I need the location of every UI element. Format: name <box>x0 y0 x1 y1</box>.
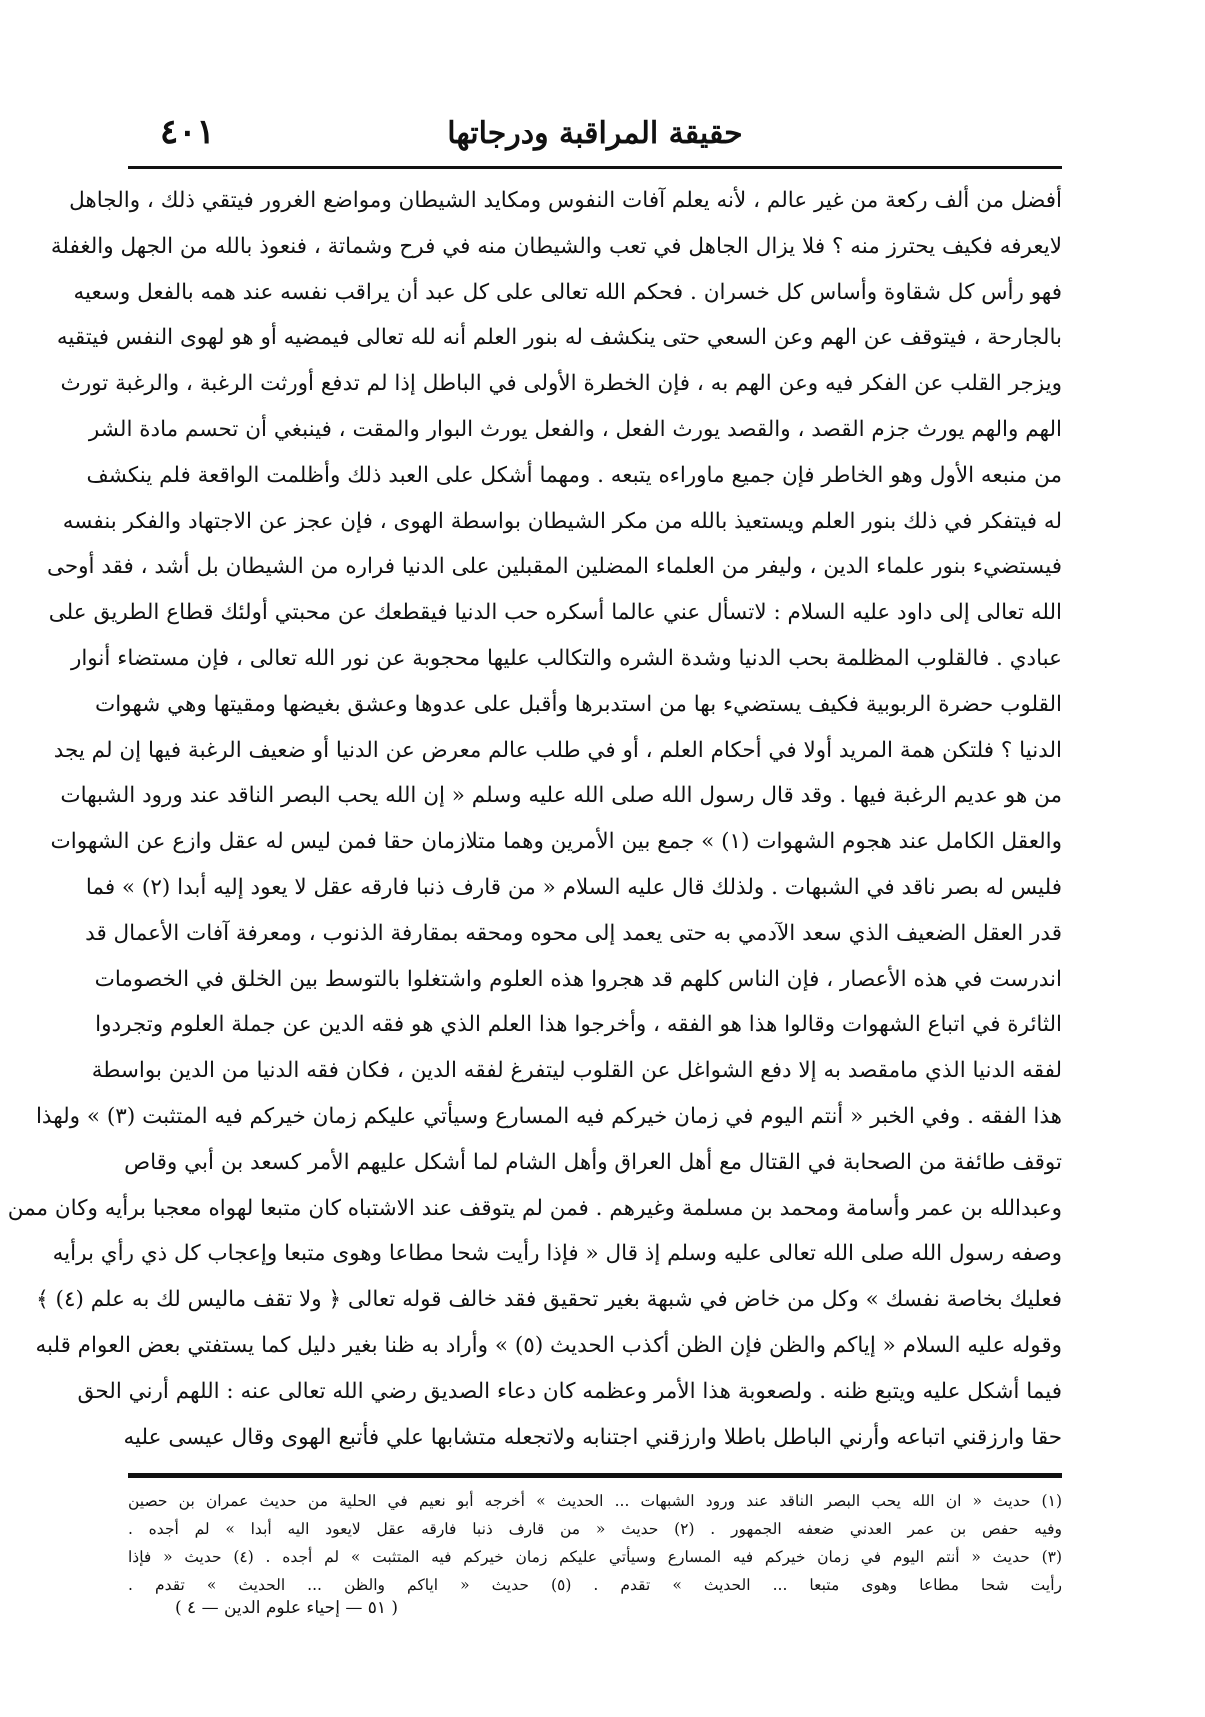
text-line: توقف طائفة من الصحابة في القتال مع أهل العراق وأهل الشام لما أشكل عليهم الأمر كسعد بن أبي وقاص <box>124 1149 1062 1175</box>
text-line: الله تعالى إلى داود عليه السلام : لاتسأل عني عالما أسكره حب الدنيا فيقطعك عن محبتي أولئك قطاع الطريق على <box>48 600 1062 626</box>
text-line: أفضل من ألف ركعة من غير عالم ، لأنه يعلم آفات النفوس ومكايد الشيطان ومواضع الغرور فيتقي ذلك ، والجاهل <box>69 188 1062 213</box>
text-line: وصفه رسول الله صلى الله تعالى عليه وسلم إذ قال « فإذا رأيت شحا مطاعا وهوى متبعا وإعجاب كل ذي رأي برأيه <box>52 1241 1062 1267</box>
text-line: وعبدالله بن عمر وأسامة ومحمد بن مسلمة وغيرهم . فمن لم يتوقف عند الاشتباه كان متبعا لهواه معجبا برأيه وكان ممن <box>7 1195 1062 1221</box>
text-line: الدنيا ؟ فلتكن همة المريد أولا في أحكام العلم ، أو في طلب عالم معرض عن الدنيا أو ضعيف الرغبة فيها إن لم يجد <box>53 737 1062 763</box>
text-line: لايعرفه فكيف يحترز منه ؟ فلا يزال الجاهل في تعب والشيطان منه في فرح وشماتة ، فنعوذ بالله من الجهل والغفلة <box>50 233 1062 259</box>
printer-signature: ( ٥١ — إحياء علوم الدين — ٤ ) <box>175 1598 399 1618</box>
text-line: هذا الفقه . وفي الخبر « أنتم اليوم في زمان خيركم فيه المسارع وسيأتي عليكم زمان خيركم فيه المتثبت (٣) » ولهذا <box>35 1103 1062 1129</box>
text-line: فليس له بصر ناقد في الشبهات . ولذلك قال عليه السلام « من قارف ذنبا فارقه عقل لا يعود إليه أبدا (٢) » فما <box>85 874 1062 900</box>
header-rule <box>128 166 1062 169</box>
footnote-rule <box>128 1473 1062 1478</box>
text-line: من منبعه الأول وهو الخاطر فإن جميع ماوراءه يتبعه . ومهما أشكل على العبد ذلك وأظلمت الواقعة فلم ينكشف <box>86 462 1062 488</box>
text-line: والعقل الكامل عند هجوم الشهوات (١) » جمع بين الأمرين وهما متلازمان حقا فمن ليس له عقل وازع عن الشهوات <box>50 829 1062 855</box>
footnotes <box>128 1487 1062 1599</box>
text-line: فهو رأس كل شقاوة وأساس كل خسران . فحكم الله تعالى على كل عبد أن يراقب نفسه عند همه بالفعل وسعيه <box>73 279 1062 305</box>
text-line: الثائرة في اتباع الشهوات وقالوا هذا هو الفقه ، وأخرجوا هذا العلم الذي هو فقه الدين عن جملة العلوم وتجردوا <box>95 1012 1062 1038</box>
text-line: الهم والهم يورث جزم القصد ، والقصد يورث الفعل ، والفعل يورث البوار والمقت ، فينبغي أن تحسم مادة الشر <box>88 416 1062 442</box>
text-line: وقوله عليه السلام « إياكم والظن فإن الظن أكذب الحديث (٥) » وأراد به ظنا بغير دليل كما يستفتي بعض العوام قلبه <box>35 1332 1062 1358</box>
footnote-line: (٣) حديث « أنتم اليوم في زمان خيركم فيه المسارع وسيأتي عليكم زمان خيركم فيه المتثبت » لم أجده . (٤) حديث « فإذا <box>128 1548 1063 1566</box>
footnote-line: وفيه حفص بن عمر العدني ضعفه الجمهور . (٢) حديث « من قارف ذنبا فارقه عقل لايعود اليه أبدا » لم أجده . <box>128 1520 1062 1538</box>
page-number: ٤٠١ <box>160 112 215 152</box>
text-line: اندرست في هذه الأعصار ، فإن الناس كلهم قد هجروا هذه العلوم واشتغلوا بالتوسط بين الخلق في الخصومات <box>94 966 1062 992</box>
footnote-line: (١) حديث « ان الله يحب البصر الناقد عند ورود الشبهات ... الحديث » أخرجه أبو نعيم في الحلية من حديث عمران بن حصين <box>128 1492 1062 1510</box>
text-line: فيما أشكل عليه ويتبع ظنه . ولصعوبة هذا الأمر وعظمه كان دعاء الصديق رضي الله تعالى عنه : اللهم أرني الحق <box>77 1378 1062 1404</box>
text-line: فيستضيء بنور علماء الدين ، وليفر من العلماء المضلين المقبلين على الدنيا فراره من الشيطان بل أشد ، فقد أوحى <box>46 554 1062 580</box>
text-line: حقا وارزقني اتباعه وأرني الباطل باطلا وارزقني اجتنابه ولاتجعله متشابها علي فأتبع الهوى وقال عيسى عليه <box>123 1424 1062 1450</box>
text-line: قدر العقل الضعيف الذي سعد الآدمي به حتى يعمد إلى محوه ومحقه بمقارفة الذنوب ، ومعرفة آفات الأعمال قد <box>85 920 1062 946</box>
text-line: ويزجر القلب عن الفكر فيه وعن الهم به ، فإن الخطرة الأولى في الباطل إذا لم تدفع أورثت الرغبة ، والرغبة تورث <box>60 371 1062 397</box>
running-title: حقيقة المراقبة ودرجاتها <box>447 116 743 151</box>
text-line: عبادي . فالقلوب المظلمة بحب الدنيا وشدة الشره والتكالب عليها محجوبة عن نور الله تعالى ، فإن مستضاء أنوار <box>70 645 1062 671</box>
text-line: لفقه الدنيا الذي مامقصد به إلا دفع الشواغل عن القلوب ليتفرغ لفقه الدين ، فكان فقه الدنيا من الدين بواسطة <box>91 1058 1062 1084</box>
page-header <box>130 112 1060 164</box>
text-line: بالجارحة ، فيتوقف عن الهم وعن السعي حتى ينكشف له بنور العلم أنه لله تعالى فيمضيه أو هو لهوى النفس فيتقيه <box>56 325 1062 351</box>
main-text <box>7 178 1062 1460</box>
text-line: القلوب حضرة الربوبية فكيف يستضيء بها من استدبرها وأقبل على عدوها وعشق بغيضها ومقيتها وهي شهوات <box>95 691 1062 717</box>
text-line: له فيتفكر في ذلك بنور العلم ويستعيذ بالله من مكر الشيطان بواسطة الهوى ، فإن عجز عن الاجتهاد والفكر بنفسه <box>62 508 1062 534</box>
text-line: فعليك بخاصة نفسك » وكل من خاض في شبهة بغير تحقيق فقد خالف قوله تعالى ﴿ ولا تقف ماليس لك به علم (٤) ﴾ <box>36 1287 1062 1313</box>
text-line: من هو عديم الرغبة فيها . وقد قال رسول الله صلى الله عليه وسلم « إن الله يحب البصر الناقد عند ورود الشبهات <box>60 783 1062 809</box>
footnote-line: رأيت شحا مطاعا وهوى متبعا ... الحديث » تقدم . (٥) حديث « اياكم والظن ... الحديث » تقدم . <box>128 1576 1062 1594</box>
